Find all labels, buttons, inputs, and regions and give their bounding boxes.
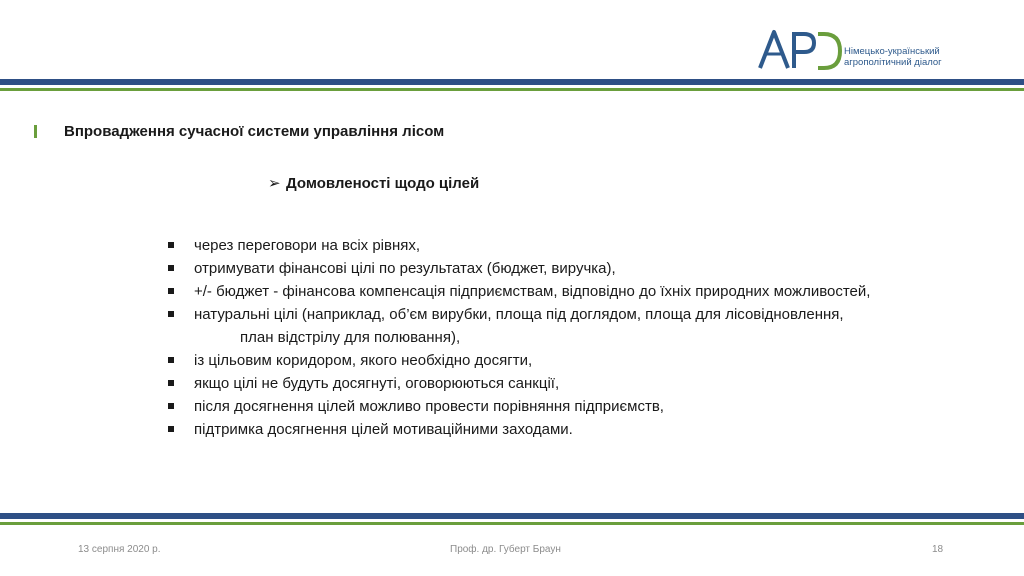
square-bullet-icon xyxy=(168,426,174,432)
list-item-text: якщо цілі не будуть досягнуті, оговорюються санкції, xyxy=(194,375,560,392)
bottom-green-rule xyxy=(0,522,1024,525)
heading-marker xyxy=(34,125,37,138)
list-item xyxy=(166,395,870,418)
square-bullet-icon xyxy=(168,288,174,294)
square-bullet-icon xyxy=(168,380,174,386)
bottom-blue-rule xyxy=(0,513,1024,519)
square-bullet-icon xyxy=(168,311,174,317)
apd-logo-icon xyxy=(758,26,842,72)
list-item-text: із цільовим коридором, якого необхідно досягти, xyxy=(194,352,533,369)
square-bullet-icon xyxy=(168,265,174,271)
square-bullet-icon xyxy=(168,357,174,363)
page-number: 18 xyxy=(932,544,944,555)
list-item-continuation: план відстрілу для полювання), xyxy=(240,329,461,346)
list-item-text: через переговори на всіх рівнях, xyxy=(194,237,421,254)
subheading xyxy=(268,174,479,192)
list-item xyxy=(166,372,870,395)
top-green-rule xyxy=(0,88,1024,91)
footer-date: 13 серпня 2020 р. xyxy=(78,544,161,555)
footer-author: Проф. др. Губерт Браун xyxy=(450,544,561,555)
logo-text xyxy=(844,46,942,68)
list-item-text: отримувати фінансові цілі по результатах (бюджет, виручка), xyxy=(194,260,616,277)
logo-line-2: агрополітичний діалог xyxy=(844,57,942,68)
slide-heading: Впровадження сучасної системи управління лісом xyxy=(64,123,445,140)
list-item xyxy=(166,280,870,303)
list-item-text: підтримка досягнення цілей мотиваційними заходами. xyxy=(194,421,573,438)
bullet-list xyxy=(166,234,870,441)
square-bullet-icon xyxy=(168,403,174,409)
list-item-text: натуральні цілі (наприклад, об’єм вирубки, площа під доглядом, площа для лісовідновлення, xyxy=(194,306,844,323)
square-bullet-icon xyxy=(168,242,174,248)
list-item-text: після досягнення цілей можливо провести порівняння підприємств, xyxy=(194,398,664,415)
list-item xyxy=(166,418,870,441)
list-item xyxy=(166,349,870,372)
logo-line-1: Німецько-український xyxy=(844,46,940,57)
list-item xyxy=(166,257,870,280)
top-blue-rule xyxy=(0,79,1024,85)
list-item xyxy=(166,303,870,349)
arrow-bullet-icon: ➢ xyxy=(268,175,281,192)
subheading-text: Домовленості щодо цілей xyxy=(286,175,480,192)
list-item xyxy=(166,234,870,257)
list-item-text: +/- бюджет - фінансова компенсація підприємствам, відповідно до їхніх природних можливостей, xyxy=(194,283,871,300)
apd-logo xyxy=(758,26,958,72)
